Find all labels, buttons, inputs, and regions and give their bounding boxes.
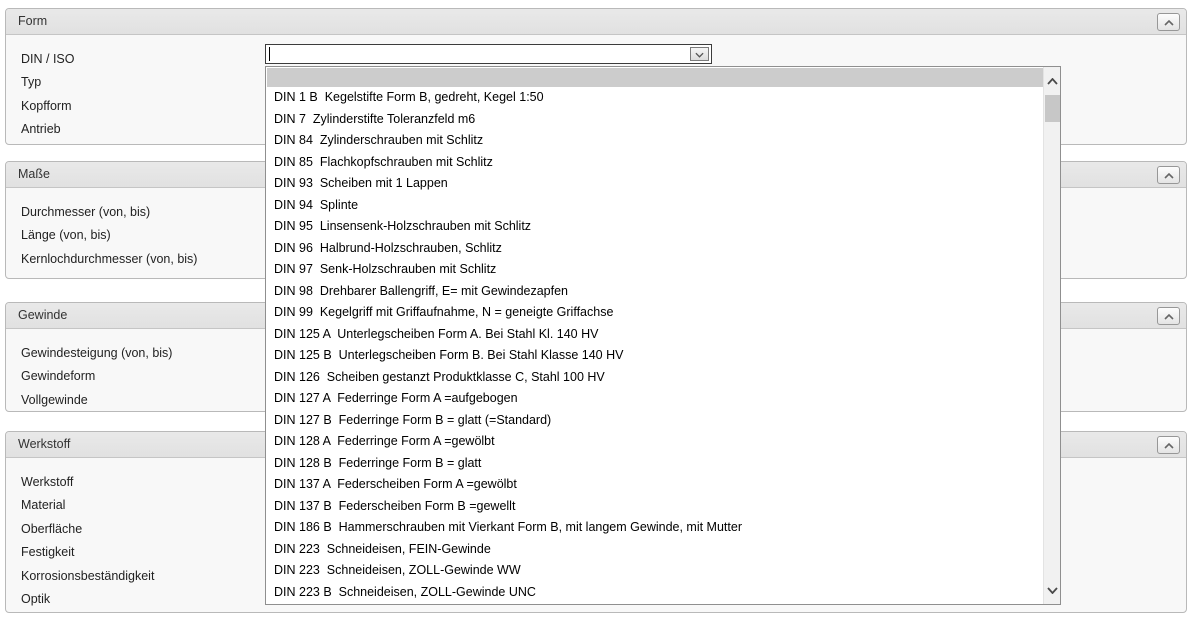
panel-title: Form: [18, 14, 48, 28]
dropdown-option[interactable]: DIN 223 Schneideisen, ZOLL-Gewinde WW: [274, 563, 521, 577]
field-label: Kopfform: [21, 98, 72, 113]
dropdown-option[interactable]: DIN 96 Halbrund-Holzschrauben, Schlitz: [274, 240, 502, 255]
collapse-button[interactable]: [1157, 13, 1180, 31]
scrollbar-thumb[interactable]: [1045, 95, 1060, 122]
dropdown-option[interactable]: DIN 84 Zylinderschrauben mit Schlitz: [274, 133, 484, 147]
field-label: Durchmesser (von, bis): [21, 204, 151, 219]
text-caret: [269, 47, 270, 61]
dropdown-option[interactable]: DIN 94 Splinte: [274, 197, 359, 212]
collapse-button[interactable]: [1157, 307, 1180, 325]
dropdown-option[interactable]: DIN 128 B Federringe Form B = glatt: [274, 455, 482, 470]
dropdown-option[interactable]: DIN 223 B Schneideisen, ZOLL-Gewinde UNC: [274, 584, 536, 599]
dropdown-option[interactable]: DIN 128 A Federringe Form A =gewölbt: [274, 434, 495, 448]
din-iso-combobox[interactable]: [265, 44, 712, 64]
dropdown-option[interactable]: DIN 127 A Federringe Form A =aufgebogen: [274, 391, 518, 405]
chevron-up-icon: [1047, 74, 1058, 88]
dropdown-option[interactable]: DIN 95 Linsensenk-Holzschrauben mit Schlitz: [274, 219, 532, 233]
dropdown-option[interactable]: DIN 125 B Unterlegscheiben Form B. Bei Stahl Klasse 140 HV: [274, 348, 624, 362]
chevron-down-icon: [695, 47, 704, 61]
field-label: Werkstoff: [21, 474, 74, 489]
field-label: Gewindeform: [21, 369, 96, 384]
panel-header: [6, 9, 1186, 35]
field-label: Länge (von, bis): [21, 228, 111, 243]
chevron-up-icon: [1164, 10, 1174, 35]
dropdown-option[interactable]: DIN 7 Zylinderstifte Toleranzfeld m6: [274, 111, 476, 126]
field-label: Vollgewinde: [21, 392, 88, 407]
dropdown-option[interactable]: DIN 125 A Unterlegscheiben Form A. Bei Stahl Kl. 140 HV: [274, 326, 599, 341]
chevron-up-icon: [1164, 433, 1174, 458]
dropdown-option[interactable]: DIN 127 B Federringe Form B = glatt (=Standard): [274, 412, 552, 427]
dropdown-option[interactable]: DIN 186 B Hammerschrauben mit Vierkant Form B, mit langem Gewinde, mit Mutter: [274, 520, 742, 534]
dropdown-option[interactable]: DIN 137 B Federscheiben Form B =gewellt: [274, 498, 516, 513]
panel-title: Gewinde: [18, 308, 68, 322]
field-label: Gewindesteigung (von, bis): [21, 345, 173, 360]
field-label: DIN / ISO: [21, 51, 75, 66]
field-label: Festigkeit: [21, 545, 75, 560]
field-label: Material: [21, 498, 66, 513]
chevron-up-icon: [1164, 304, 1174, 329]
dropdown-option-list: [266, 87, 1043, 603]
dropdown-option[interactable]: DIN 99 Kegelgriff mit Griffaufnahme, N = geneigte Griffachse: [274, 305, 614, 319]
field-label: Korrosionsbeständigkeit: [21, 568, 155, 583]
dropdown-option[interactable]: DIN 93 Scheiben mit 1 Lappen: [274, 176, 448, 190]
field-label: Kernlochdurchmesser (von, bis): [21, 251, 198, 266]
panel-title: Maße: [18, 167, 50, 181]
dropdown-option[interactable]: DIN 98 Drehbarer Ballengriff, E= mit Gewindezapfen: [274, 283, 569, 298]
field-label: Antrieb: [21, 122, 61, 137]
scroll-up-button[interactable]: [1044, 69, 1061, 93]
dropdown-option[interactable]: DIN 97 Senk-Holzschrauben mit Schlitz: [274, 262, 497, 276]
dropdown-option[interactable]: DIN 85 Flachkopfschrauben mit Schlitz: [274, 154, 493, 169]
collapse-button[interactable]: [1157, 436, 1180, 454]
combobox-dropdown-button[interactable]: [690, 47, 709, 61]
dropdown-scrollbar[interactable]: [1043, 67, 1060, 604]
field-label: Oberfläche: [21, 521, 83, 536]
dropdown-option[interactable]: DIN 126 Scheiben gestanzt Produktklasse C, Stahl 100 HV: [274, 369, 605, 384]
field-label: Typ: [21, 75, 42, 90]
collapse-button[interactable]: [1157, 166, 1180, 184]
panel-title: Werkstoff: [18, 437, 71, 451]
chevron-down-icon: [1047, 583, 1058, 597]
field-label: Optik: [21, 592, 51, 607]
dropdown-options: [266, 67, 1043, 604]
dropdown-option[interactable]: DIN 223 Schneideisen, FEIN-Gewinde: [274, 541, 491, 556]
chevron-up-icon: [1164, 163, 1174, 188]
dropdown-option[interactable]: DIN 1 B Kegelstifte Form B, gedreht, Kegel 1:50: [274, 90, 544, 104]
dropdown-option[interactable]: DIN 137 A Federscheiben Form A =gewölbt: [274, 477, 517, 491]
din-iso-dropdown-list: [265, 66, 1061, 605]
dropdown-option-selected-empty[interactable]: [267, 68, 1043, 87]
scroll-down-button[interactable]: [1044, 578, 1061, 602]
